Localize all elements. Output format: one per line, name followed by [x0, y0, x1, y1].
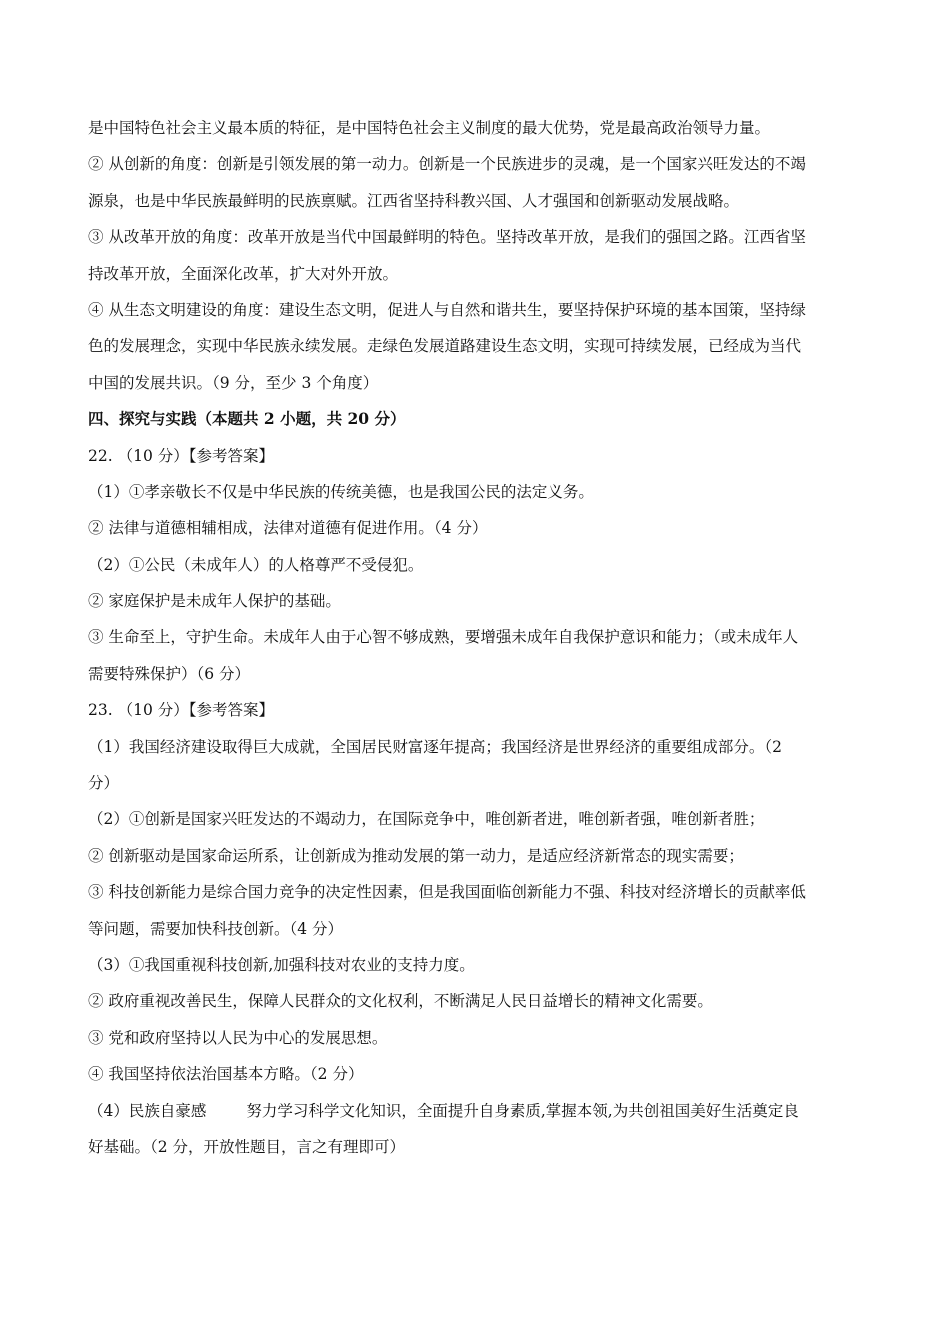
section-heading: 四、探究与实践（本题共 2 小题，共 20 分）	[88, 409, 406, 429]
text-line: ③ 从改革开放的角度：改革开放是当代中国最鲜明的特色。坚持改革开放，是我们的强国之路。江西省坚	[88, 228, 806, 247]
text-line: 中国的发展共识。（9 分，至少 3 个角度）	[88, 373, 379, 392]
answer-text: 努力学习科学文化知识，全面提升自身素质,掌握本领,为共创祖国美好生活奠定良	[246, 1101, 799, 1120]
text-line: ③ 科技创新能力是综合国力竞争的决定性因素，但是我国面临创新能力不强、科技对经济增长的贡献率低	[88, 883, 806, 902]
text-line: ② 政府重视改善民生，保障人民群众的文化权利，不断满足人民日益增长的精神文化需要。	[88, 992, 713, 1011]
text-line: （2）①公民（未成年人）的人格尊严不受侵犯。	[88, 555, 424, 574]
text-line: 分）	[88, 774, 120, 793]
text-line: （1）我国经济建设取得巨大成就，全国居民财富逐年提高；我国经济是世界经济的重要组成部分。（2	[88, 737, 782, 756]
text-line: ③ 生命至上，守护生命。未成年人由于心智不够成熟，要增强未成年自我保护意识和能力；（或未成年人	[88, 628, 799, 647]
question-header: 23. （10 分）【参考答案】	[88, 701, 274, 720]
text-line: ② 家庭保护是未成年人保护的基础。	[88, 592, 341, 611]
text-line: 需要特殊保护）（6 分）	[88, 664, 251, 683]
text-line: ② 创新驱动是国家命运所系，让创新成为推动发展的第一动力，是适应经济新常态的现实需要；	[88, 846, 744, 865]
text-line: 等问题，需要加快科技创新。（4 分）	[88, 919, 344, 938]
text-line	[88, 1093, 863, 1129]
text-line: （1）①孝亲敬长不仅是中华民族的传统美德，也是我国公民的法定义务。	[88, 482, 594, 501]
text-line: （2）①创新是国家兴旺发达的不竭动力，在国际竞争中，唯创新者进，唯创新者强，唯创新者胜；	[88, 810, 765, 829]
text-line: ② 法律与道德相辅相成，法律对道德有促进作用。（4 分）	[88, 519, 488, 538]
text-line: 好基础。（2 分，开放性题目，言之有理即可）	[88, 1137, 406, 1156]
answer-term: （4）民族自豪感	[88, 1101, 207, 1120]
question-header: 22. （10 分）【参考答案】	[88, 446, 274, 465]
text-line: ③ 党和政府坚持以人民为中心的发展思想。	[88, 1028, 388, 1047]
text-line: 源泉，也是中华民族最鲜明的民族禀赋。江西省坚持科教兴国、人才强国和创新驱动发展战略。	[88, 191, 740, 210]
document-page	[88, 110, 863, 1165]
text-line: 持改革开放，全面深化改革，扩大对外开放。	[88, 264, 399, 283]
text-line: ② 从创新的角度：创新是引领发展的第一动力。创新是一个民族进步的灵魂，是一个国家兴旺发达的不竭	[88, 155, 806, 174]
text-line: ④ 我国坚持依法治国基本方略。（2 分）	[88, 1065, 364, 1084]
text-line: ④ 从生态文明建设的角度：建设生态文明，促进人与自然和谐共生，要坚持保护环境的基本国策，坚持绿	[88, 300, 806, 319]
text-line: （3）①我国重视科技创新,加强科技对农业的支持力度。	[88, 955, 475, 974]
text-line: 是中国特色社会主义最本质的特征，是中国特色社会主义制度的最大优势，党是最高政治领导力量。	[88, 119, 771, 137]
text-line: 色的发展理念，实现中华民族永续发展。走绿色发展道路建设生态文明，实现可持续发展，已经成为当代	[88, 337, 802, 356]
